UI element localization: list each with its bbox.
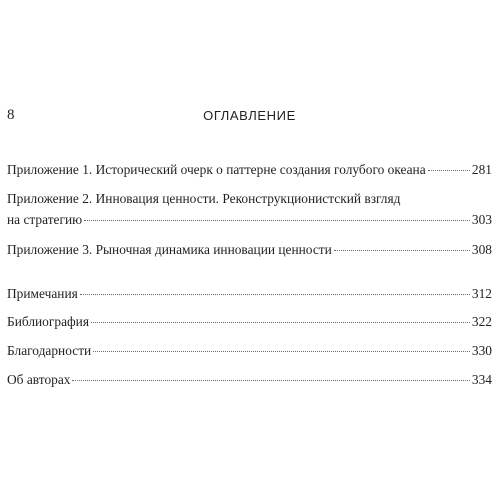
toc-entry-page: 308: [471, 242, 492, 257]
toc-entry-appendix-3: [7, 242, 492, 260]
dot-leader: [93, 351, 470, 352]
dot-leader: [334, 250, 470, 251]
dot-leader: [91, 322, 470, 323]
toc-entry-title: Примечания: [7, 286, 78, 301]
toc-entry-title: Библиография: [7, 314, 90, 329]
toc-entry-page: 330: [471, 343, 492, 358]
dot-leader: [84, 220, 470, 221]
toc-entry-page: 303: [471, 212, 492, 227]
toc-entry-about-authors: [7, 372, 492, 390]
dot-leader: [72, 380, 469, 381]
dot-leader: [428, 170, 470, 171]
toc-entry-page: 322: [471, 314, 492, 329]
toc-entry-title: Приложение 2. Инновация ценности. Реконструкционистский взгляд: [7, 191, 401, 206]
toc-entry-title: Об авторах: [7, 372, 71, 387]
toc-entry-page: 334: [471, 372, 492, 387]
toc-entry-title: Приложение 1. Исторический очерк о паттерне создания голубого океана: [7, 162, 426, 177]
running-title: ОГЛАВЛЕНИЕ: [203, 108, 296, 123]
toc-entry-appendix-2-line-1: [7, 191, 492, 209]
page-number: 8: [7, 107, 15, 123]
toc-entry-title-continued: на стратегию: [7, 212, 83, 227]
toc-entry-appendix-2: [7, 212, 492, 230]
toc-entry-notes: [7, 286, 492, 304]
toc-entry-page: 312: [471, 286, 492, 301]
toc-entry-bibliography: [7, 314, 492, 332]
toc-entry-appendix-1: [7, 162, 492, 180]
toc-entry-page: 281: [471, 162, 492, 177]
running-header: [7, 107, 492, 127]
toc-entry-title: Благодарности: [7, 343, 92, 358]
dot-leader: [80, 294, 470, 295]
toc-entry-acknowledgements: [7, 343, 492, 361]
toc-entry-title: Приложение 3. Рыночная динамика инновации ценности: [7, 242, 332, 257]
